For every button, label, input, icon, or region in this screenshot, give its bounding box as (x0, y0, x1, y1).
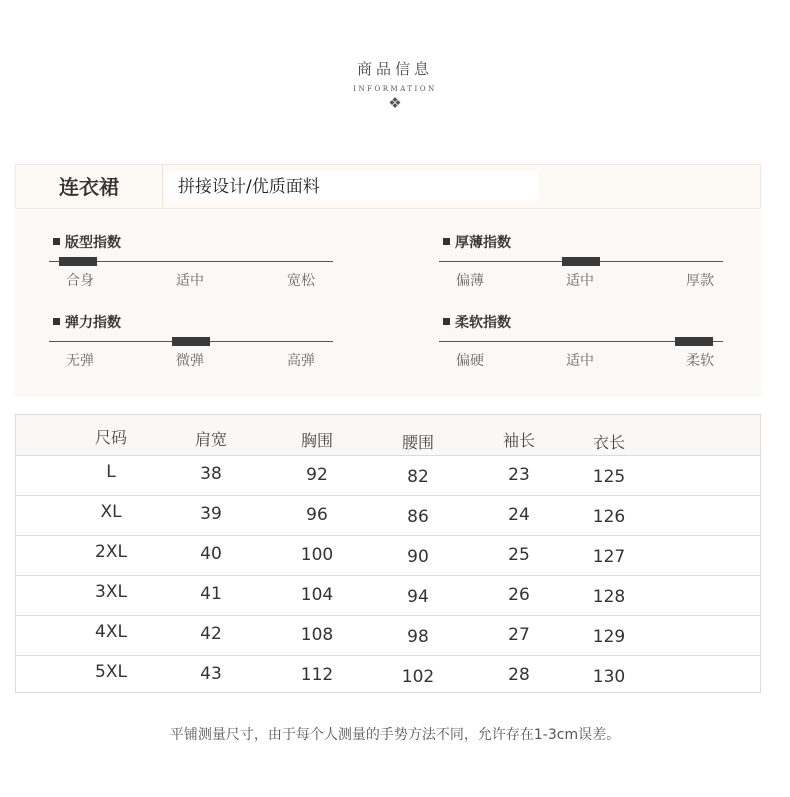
elasticity-index-marker (172, 337, 210, 346)
thickness-option-3: 厚款 (686, 273, 714, 289)
measurement-note: 平铺测量尺寸，由于每个人测量的手势方法不同，允许存在1-3cm误差。 (169, 727, 621, 743)
cell-waist: 94 (407, 587, 429, 607)
size-table (15, 414, 761, 693)
cell-sleeve: 26 (508, 585, 530, 605)
thickness-option-1: 偏薄 (456, 273, 484, 289)
table-row (16, 616, 760, 656)
cell-sleeve: 25 (508, 545, 530, 565)
cell-size: L (106, 462, 116, 482)
section-subtitle: INFORMATION (353, 85, 437, 93)
cell-chest: 100 (300, 545, 334, 565)
bullet-square-icon (443, 238, 450, 245)
section-title: 商品信息 (356, 60, 433, 78)
cell-waist: 90 (407, 547, 429, 567)
cell-size: 2XL (95, 542, 127, 562)
cell-size: XL (100, 502, 122, 522)
elasticity-option-1: 无弹 (66, 353, 94, 369)
elasticity-index (49, 312, 335, 372)
table-row (16, 496, 760, 536)
cell-sleeve: 24 (508, 505, 530, 525)
fit-option-3: 宽松 (287, 273, 315, 289)
softness-option-3: 柔软 (686, 353, 714, 369)
thickness-index (439, 232, 725, 292)
cell-waist: 102 (401, 667, 435, 687)
elasticity-index-label: 弹力指数 (65, 315, 121, 331)
thickness-index-marker (562, 257, 600, 266)
cell-length: 125 (592, 467, 626, 487)
header-sleeve: 袖长 (502, 431, 535, 450)
cell-chest: 108 (300, 625, 334, 645)
cell-sleeve: 23 (508, 465, 530, 485)
softness-index (439, 312, 725, 372)
elasticity-option-2: 微弹 (176, 353, 204, 369)
cell-chest: 112 (300, 665, 334, 685)
cell-shoulder: 38 (200, 464, 222, 484)
section-header (0, 58, 790, 111)
cell-size: 4XL (95, 622, 127, 642)
product-name-bar (15, 164, 761, 209)
cell-length: 126 (592, 507, 626, 527)
header-waist: 腰围 (401, 433, 434, 452)
cell-size: 5XL (95, 662, 127, 682)
fit-index (49, 232, 335, 292)
cell-shoulder: 43 (200, 664, 222, 684)
bullet-square-icon (53, 318, 60, 325)
product-category: 连衣裙 (16, 165, 163, 208)
softness-index-label: 柔软指数 (455, 315, 511, 331)
cell-shoulder: 39 (200, 504, 222, 524)
header-length: 衣长 (592, 433, 625, 452)
cell-shoulder: 41 (200, 584, 222, 604)
size-table-header (16, 415, 760, 456)
table-row (16, 456, 760, 496)
table-row (16, 536, 760, 576)
header-shoulder: 肩宽 (194, 430, 227, 449)
bullet-square-icon (53, 238, 60, 245)
product-description: 拼接设计/优质面料 (164, 171, 538, 201)
cell-chest: 96 (306, 505, 328, 525)
thickness-index-label: 厚薄指数 (455, 235, 511, 251)
cell-sleeve: 27 (508, 625, 530, 645)
cell-length: 129 (592, 627, 626, 647)
diamond-ornament-icon: ❖ (388, 94, 402, 112)
table-row (16, 656, 760, 692)
softness-index-marker (675, 337, 713, 346)
cell-waist: 82 (407, 467, 429, 487)
index-panel (15, 210, 761, 397)
fit-index-marker (59, 257, 97, 266)
cell-waist: 98 (407, 627, 429, 647)
cell-length: 127 (592, 547, 626, 567)
cell-length: 130 (592, 667, 626, 687)
cell-shoulder: 40 (200, 544, 222, 564)
cell-shoulder: 42 (200, 624, 222, 644)
fit-index-label: 版型指数 (65, 235, 121, 251)
fit-option-1: 合身 (66, 273, 94, 289)
softness-option-2: 适中 (566, 353, 594, 369)
header-size: 尺码 (94, 428, 127, 447)
table-row (16, 576, 760, 616)
cell-sleeve: 28 (508, 665, 530, 685)
fit-option-2: 适中 (176, 273, 204, 289)
cell-chest: 104 (300, 585, 334, 605)
header-chest: 胸围 (300, 431, 333, 450)
cell-waist: 86 (407, 507, 429, 527)
cell-chest: 92 (306, 465, 328, 485)
bullet-square-icon (443, 318, 450, 325)
elasticity-option-3: 高弹 (287, 353, 315, 369)
thickness-option-2: 适中 (566, 273, 594, 289)
softness-option-1: 偏硬 (456, 353, 484, 369)
cell-length: 128 (592, 587, 626, 607)
cell-size: 3XL (95, 582, 127, 602)
